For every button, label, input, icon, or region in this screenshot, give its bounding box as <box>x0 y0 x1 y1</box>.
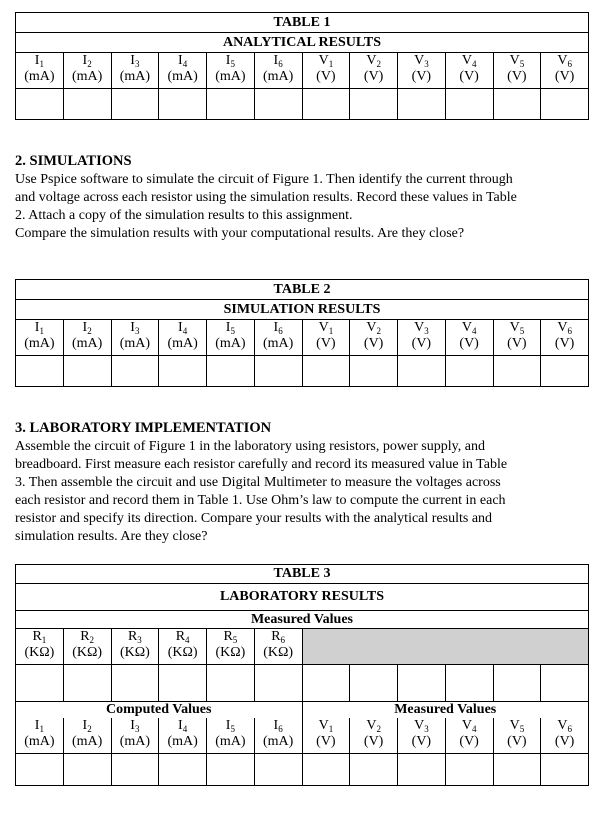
column-symbol-letter: I <box>82 718 88 733</box>
column-symbol-letter: I <box>273 718 279 733</box>
column-header <box>111 629 159 665</box>
column-symbol-index: 4 <box>182 59 188 69</box>
column-symbol-index: 6 <box>278 326 283 336</box>
column-symbol <box>446 718 493 734</box>
column-symbol-index: 5 <box>232 635 238 645</box>
table-3-header-row <box>16 718 589 754</box>
column-header <box>445 53 493 89</box>
column-header <box>493 718 541 754</box>
section-simulations <box>15 153 589 243</box>
entry-cell[interactable] <box>16 356 64 387</box>
column-unit: (KΩ) <box>215 645 246 660</box>
entry-cell[interactable] <box>16 89 64 120</box>
column-symbol-index: 2 <box>89 635 95 645</box>
section-2-text <box>15 171 589 243</box>
column-header <box>159 718 207 754</box>
column-symbol-index: 6 <box>567 724 572 734</box>
column-header <box>541 53 589 89</box>
entry-cell[interactable] <box>350 89 398 120</box>
table-1 <box>15 12 589 120</box>
column-unit: (V) <box>411 69 432 84</box>
column-header <box>159 53 207 89</box>
column-header <box>63 718 111 754</box>
column-symbol <box>350 320 397 336</box>
column-symbol <box>64 53 111 69</box>
section-2-line: Use Pspice software to simulate the circuit of Figure 1. Then identify the current through <box>15 172 513 187</box>
column-header <box>254 629 302 665</box>
column-symbol-letter: V <box>414 53 425 68</box>
entry-cell[interactable] <box>541 665 589 702</box>
column-symbol-index: 4 <box>182 724 188 734</box>
column-header <box>159 320 207 356</box>
column-header <box>16 718 64 754</box>
table-3-measured-header: Measured Values <box>16 611 589 629</box>
table-1-grid <box>15 12 589 120</box>
column-unit: (KΩ) <box>167 645 198 660</box>
column-unit: (V) <box>363 336 384 351</box>
column-symbol-index: 5 <box>519 724 525 734</box>
column-symbol-letter: I <box>273 320 279 335</box>
column-header <box>302 53 350 89</box>
entry-cell[interactable] <box>63 356 111 387</box>
entry-cell[interactable] <box>350 665 398 702</box>
table-2-blank-row <box>16 356 589 387</box>
column-symbol-index: 3 <box>134 326 140 336</box>
column-symbol <box>398 718 445 734</box>
column-symbol <box>207 320 254 336</box>
entry-cell[interactable] <box>207 754 255 786</box>
column-symbol-index: 1 <box>328 724 334 734</box>
entry-cell[interactable] <box>16 754 64 786</box>
column-symbol <box>64 320 111 336</box>
column-unit: (mA) <box>24 336 55 351</box>
column-header <box>207 320 255 356</box>
entry-cell[interactable] <box>398 665 446 702</box>
column-unit: (V) <box>363 734 384 749</box>
column-symbol-index: 4 <box>471 724 477 734</box>
column-symbol-letter: V <box>509 53 520 68</box>
column-symbol <box>112 718 159 734</box>
table-3-measured-header-2: Measured Values <box>302 702 589 719</box>
column-symbol <box>446 320 493 336</box>
column-symbol-letter: R <box>271 629 281 644</box>
table-3-resistor-blank-row <box>16 665 589 702</box>
column-symbol-letter: R <box>80 629 90 644</box>
column-header <box>16 53 64 89</box>
column-unit: (mA) <box>167 734 198 749</box>
column-unit: (mA) <box>262 734 294 749</box>
column-symbol-index: 4 <box>182 326 188 336</box>
column-header <box>111 718 159 754</box>
table-1-title: TABLE 1 <box>16 13 589 33</box>
table-3-blank-row <box>16 754 589 786</box>
entry-cell[interactable] <box>445 356 493 387</box>
column-symbol <box>494 53 541 69</box>
column-symbol <box>255 320 302 336</box>
column-header <box>254 718 302 754</box>
column-symbol <box>207 718 254 734</box>
column-unit: (mA) <box>119 734 151 749</box>
column-symbol-letter: I <box>34 718 40 733</box>
column-header <box>63 53 111 89</box>
column-symbol-letter: I <box>225 718 231 733</box>
entry-cell[interactable] <box>445 754 493 786</box>
column-header <box>63 629 111 665</box>
column-unit: (KΩ) <box>24 645 55 660</box>
column-symbol <box>112 53 159 69</box>
column-header <box>63 320 111 356</box>
entry-cell[interactable] <box>493 356 541 387</box>
column-unit: (V) <box>411 734 432 749</box>
column-symbol-index: 1 <box>328 326 334 336</box>
entry-cell[interactable] <box>302 89 350 120</box>
column-symbol-letter: I <box>225 320 231 335</box>
entry-cell[interactable] <box>111 89 159 120</box>
column-header <box>207 718 255 754</box>
column-symbol-index: 4 <box>471 59 477 69</box>
column-symbol-letter: V <box>461 53 472 68</box>
entry-cell[interactable] <box>398 89 446 120</box>
column-symbol-letter: I <box>130 718 135 733</box>
section-3-line: each resistor and record them in Table 1. Use Ohm’s law to compute the current in each <box>15 493 506 508</box>
column-symbol-letter: V <box>366 320 377 335</box>
column-symbol-letter: R <box>223 629 233 644</box>
column-symbol <box>16 320 63 336</box>
entry-cell[interactable] <box>63 754 111 786</box>
column-symbol-index: 1 <box>39 59 44 69</box>
column-symbol-index: 6 <box>567 326 572 336</box>
column-symbol <box>494 320 541 336</box>
entry-cell[interactable] <box>445 665 493 702</box>
column-header <box>254 53 302 89</box>
column-symbol <box>159 718 206 734</box>
column-symbol-letter: I <box>130 53 135 68</box>
column-header <box>398 53 446 89</box>
column-symbol-letter: V <box>318 53 329 68</box>
column-header <box>493 53 541 89</box>
column-symbol-letter: I <box>82 53 88 68</box>
column-symbol-index: 6 <box>278 724 283 734</box>
column-symbol-index: 2 <box>87 326 92 336</box>
section-2-line: 2. Attach a copy of the simulation results to this assignment. <box>15 208 353 223</box>
column-symbol-index: 5 <box>230 59 235 69</box>
column-symbol <box>494 718 541 734</box>
table-3 <box>15 564 589 786</box>
entry-cell[interactable] <box>350 356 398 387</box>
column-symbol-index: 3 <box>424 59 429 69</box>
table-3-resistor-header-row <box>16 629 589 665</box>
column-symbol-index: 5 <box>230 326 235 336</box>
column-symbol-letter: V <box>509 320 520 335</box>
column-symbol <box>303 320 350 336</box>
entry-cell[interactable] <box>302 665 350 702</box>
column-symbol-letter: V <box>461 320 472 335</box>
column-unit: (KΩ) <box>263 645 294 660</box>
column-symbol-letter: V <box>557 53 568 68</box>
table-2 <box>15 279 589 387</box>
column-symbol-letter: R <box>127 629 138 644</box>
column-symbol-index: 3 <box>137 635 142 645</box>
column-symbol-letter: V <box>509 718 520 733</box>
column-symbol-index: 6 <box>278 59 283 69</box>
column-symbol-index: 4 <box>185 635 190 645</box>
section-3-line: 3. Then assemble the circuit and use Digital Multimeter to measure the voltages across <box>15 475 501 490</box>
entry-cell[interactable] <box>159 89 207 120</box>
column-header <box>254 320 302 356</box>
column-symbol <box>541 718 588 734</box>
column-symbol-letter: R <box>175 629 186 644</box>
column-symbol-letter: I <box>273 53 279 68</box>
column-symbol <box>398 53 445 69</box>
column-unit: (mA) <box>167 69 198 84</box>
column-symbol-index: 3 <box>424 326 429 336</box>
entry-cell[interactable] <box>111 356 159 387</box>
entry-cell[interactable] <box>254 754 302 786</box>
table-1-subtitle: ANALYTICAL RESULTS <box>16 33 589 53</box>
column-symbol-letter: V <box>318 718 329 733</box>
column-symbol <box>207 53 254 69</box>
entry-cell[interactable] <box>493 665 541 702</box>
section-3-line: resistor and specify its direction. Compare your results with the analytical results and <box>15 511 493 526</box>
column-symbol-index: 2 <box>376 59 381 69</box>
column-symbol-letter: R <box>32 629 42 644</box>
column-unit: (V) <box>507 69 527 84</box>
column-symbol <box>159 629 206 645</box>
column-unit: (mA) <box>215 336 246 351</box>
column-header <box>16 629 64 665</box>
entry-cell[interactable] <box>541 89 589 120</box>
column-unit: (mA) <box>119 69 151 84</box>
entry-cell[interactable] <box>63 665 111 702</box>
table-1-header-row <box>16 53 589 89</box>
entry-cell[interactable] <box>398 754 446 786</box>
column-header <box>350 718 398 754</box>
column-header <box>541 320 589 356</box>
column-symbol-index: 1 <box>39 326 44 336</box>
column-symbol-index: 1 <box>41 635 47 645</box>
column-symbol-letter: I <box>178 718 183 733</box>
entry-cell[interactable] <box>207 356 255 387</box>
column-symbol <box>16 629 63 645</box>
column-unit: (mA) <box>215 734 246 749</box>
entry-cell[interactable] <box>111 754 159 786</box>
entry-cell[interactable] <box>493 89 541 120</box>
table-2-title: TABLE 2 <box>16 280 589 300</box>
column-symbol-letter: I <box>225 53 231 68</box>
column-unit: (mA) <box>71 336 103 351</box>
column-symbol <box>16 53 63 69</box>
column-unit: (mA) <box>24 69 55 84</box>
entry-cell[interactable] <box>207 665 255 702</box>
column-symbol <box>159 53 206 69</box>
table-3-computed-header: Computed Values <box>16 702 303 719</box>
entry-cell[interactable] <box>254 356 302 387</box>
column-symbol-letter: V <box>557 718 568 733</box>
column-symbol <box>255 53 302 69</box>
column-header <box>302 718 350 754</box>
section-2-heading: 2. SIMULATIONS <box>15 153 132 169</box>
entry-cell[interactable] <box>254 665 302 702</box>
column-symbol <box>207 629 254 645</box>
entry-cell[interactable] <box>541 356 589 387</box>
column-unit: (V) <box>411 336 432 351</box>
column-symbol <box>398 320 445 336</box>
section-3-text <box>15 438 589 546</box>
column-symbol <box>64 718 111 734</box>
column-symbol <box>112 320 159 336</box>
column-header <box>207 629 255 665</box>
entry-cell[interactable] <box>111 665 159 702</box>
table-3-title: TABLE 3 <box>16 565 589 584</box>
column-symbol-index: 3 <box>134 724 140 734</box>
entry-cell[interactable] <box>398 356 446 387</box>
column-symbol-letter: I <box>82 320 88 335</box>
column-header <box>350 53 398 89</box>
column-symbol <box>255 718 302 734</box>
column-unit: (mA) <box>215 69 246 84</box>
column-symbol <box>303 53 350 69</box>
column-symbol-letter: V <box>414 718 425 733</box>
column-symbol-index: 5 <box>519 59 525 69</box>
column-header <box>350 320 398 356</box>
column-unit: (mA) <box>167 336 198 351</box>
column-header <box>159 629 207 665</box>
column-symbol <box>64 629 111 645</box>
entry-cell[interactable] <box>159 665 207 702</box>
column-unit: (V) <box>459 69 479 84</box>
column-symbol-letter: I <box>178 320 183 335</box>
column-symbol <box>159 320 206 336</box>
column-unit: (KΩ) <box>119 645 150 660</box>
column-header <box>541 718 589 754</box>
column-symbol-letter: V <box>461 718 472 733</box>
column-symbol <box>446 53 493 69</box>
column-unit: (V) <box>554 336 575 351</box>
column-header <box>111 53 159 89</box>
column-symbol-index: 2 <box>87 724 92 734</box>
column-symbol-index: 2 <box>376 326 381 336</box>
column-symbol-letter: I <box>34 53 40 68</box>
column-symbol <box>350 53 397 69</box>
column-header <box>493 320 541 356</box>
table-2-grid <box>15 279 589 387</box>
column-symbol-index: 6 <box>567 59 572 69</box>
column-header <box>445 320 493 356</box>
column-unit: (mA) <box>71 69 103 84</box>
column-symbol-letter: V <box>366 53 377 68</box>
column-symbol <box>255 629 302 645</box>
column-unit: (KΩ) <box>72 645 103 660</box>
column-symbol <box>350 718 397 734</box>
section-laboratory <box>15 420 589 546</box>
entry-cell[interactable] <box>350 754 398 786</box>
column-symbol <box>541 320 588 336</box>
column-unit: (V) <box>363 69 384 84</box>
section-2-line: Compare the simulation results with your computational results. Are they close? <box>15 226 465 241</box>
entry-cell[interactable] <box>207 89 255 120</box>
column-symbol <box>16 718 63 734</box>
column-symbol-letter: V <box>366 718 377 733</box>
entry-cell[interactable] <box>493 754 541 786</box>
column-symbol <box>303 718 350 734</box>
column-symbol-index: 6 <box>280 635 286 645</box>
entry-cell[interactable] <box>254 89 302 120</box>
column-header <box>302 320 350 356</box>
column-symbol-letter: I <box>130 320 135 335</box>
table-2-header-row <box>16 320 589 356</box>
shaded-cell <box>302 629 589 665</box>
entry-cell[interactable] <box>302 754 350 786</box>
entry-cell[interactable] <box>63 89 111 120</box>
column-unit: (mA) <box>262 336 294 351</box>
entry-cell[interactable] <box>541 754 589 786</box>
column-unit: (V) <box>507 734 527 749</box>
entry-cell[interactable] <box>302 356 350 387</box>
section-3-line: Assemble the circuit of Figure 1 in the laboratory using resistors, power supply, and <box>15 439 485 454</box>
column-symbol-letter: I <box>34 320 40 335</box>
column-unit: (V) <box>554 734 575 749</box>
column-header <box>207 53 255 89</box>
section-2-line: and voltage across each resistor using the simulation results. Record these values in Table <box>15 190 517 205</box>
column-symbol-index: 1 <box>39 724 44 734</box>
column-unit: (mA) <box>71 734 103 749</box>
entry-cell[interactable] <box>445 89 493 120</box>
column-symbol-index: 1 <box>328 59 334 69</box>
column-header <box>398 718 446 754</box>
column-symbol-index: 2 <box>87 59 92 69</box>
table-2-subtitle: SIMULATION RESULTS <box>16 300 589 320</box>
column-unit: (mA) <box>24 734 55 749</box>
column-unit: (V) <box>554 69 575 84</box>
column-symbol-index: 4 <box>471 326 477 336</box>
section-3-line: breadboard. First measure each resistor carefully and record its measured value in Table <box>15 457 508 472</box>
column-symbol-letter: V <box>557 320 568 335</box>
column-symbol-index: 3 <box>134 59 140 69</box>
column-unit: (V) <box>459 336 479 351</box>
column-header <box>111 320 159 356</box>
column-symbol-letter: V <box>414 320 425 335</box>
column-symbol-index: 3 <box>424 724 429 734</box>
column-symbol <box>541 53 588 69</box>
column-unit: (V) <box>316 69 336 84</box>
section-3-heading: 3. LABORATORY IMPLEMENTATION <box>15 420 272 436</box>
entry-cell[interactable] <box>16 665 64 702</box>
table-3-grid <box>15 564 589 786</box>
column-symbol-letter: I <box>178 53 183 68</box>
column-unit: (mA) <box>262 69 294 84</box>
column-unit: (V) <box>459 734 479 749</box>
column-unit: (V) <box>316 336 336 351</box>
column-unit: (mA) <box>119 336 151 351</box>
column-symbol-index: 5 <box>230 724 235 734</box>
table-3-subtitle: LABORATORY RESULTS <box>16 584 589 611</box>
column-unit: (V) <box>316 734 336 749</box>
column-symbol-index: 2 <box>376 724 381 734</box>
table-1-blank-row <box>16 89 589 120</box>
column-header <box>398 320 446 356</box>
column-header <box>16 320 64 356</box>
entry-cell[interactable] <box>159 356 207 387</box>
section-3-line: simulation results. Are they close? <box>15 529 208 544</box>
column-unit: (V) <box>507 336 527 351</box>
column-symbol-letter: V <box>318 320 329 335</box>
entry-cell[interactable] <box>159 754 207 786</box>
column-header <box>445 718 493 754</box>
column-symbol-index: 5 <box>519 326 525 336</box>
column-symbol <box>112 629 159 645</box>
